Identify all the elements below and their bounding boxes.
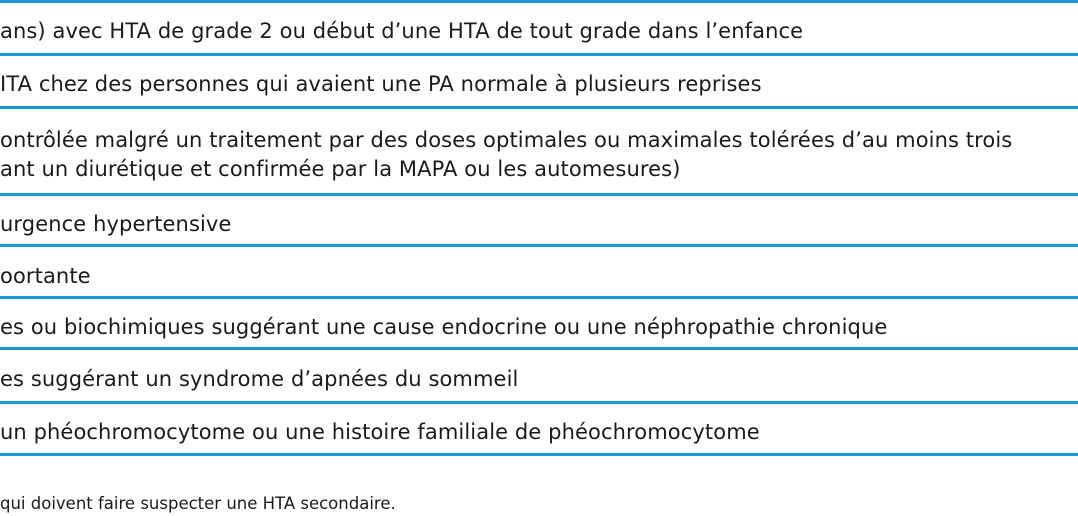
table-row: [0, 17, 1078, 46]
row-text: ITA chez des personnes qui avaient une PA normale à plusieurs reprises: [0, 72, 762, 96]
row-text: es suggérant un syndrome d’apnées du sommeil: [0, 367, 519, 391]
table-caption: qui doivent faire suspecter une HTA secondaire.: [0, 494, 396, 513]
table-row: [0, 313, 1078, 342]
table-row: [0, 418, 1078, 447]
table-row: [0, 262, 1078, 291]
table-row: [0, 365, 1078, 394]
table-rule: [0, 347, 1078, 350]
table-rule: [0, 296, 1078, 299]
row-text: ontrôlée malgré un traitement par des doses optimales ou maximales tolérées d’au moins trois: [0, 128, 1013, 152]
table-rule: [0, 0, 1078, 3]
row-text: ans) avec HTA de grade 2 ou début d’une HTA de tout grade dans l’enfance: [0, 19, 804, 43]
table-rule: [0, 106, 1078, 109]
table-rule: [0, 453, 1078, 456]
row-text: un phéochromocytome ou une histoire familiale de phéochromocytome: [0, 420, 760, 444]
table-rule: [0, 193, 1078, 196]
table-row: [0, 70, 1078, 99]
row-text: ant un diurétique et confirmée par la MAPA ou les automesures): [0, 157, 681, 181]
row-text: oortante: [0, 264, 91, 288]
row-text: urgence hypertensive: [0, 212, 232, 236]
table-rule: [0, 53, 1078, 56]
row-text: es ou biochimiques suggérant une cause endocrine ou une néphropathie chronique: [0, 315, 888, 339]
table-row: [0, 210, 1078, 239]
table-row: [0, 126, 1078, 184]
table-rule: [0, 244, 1078, 247]
table-rule: [0, 401, 1078, 404]
